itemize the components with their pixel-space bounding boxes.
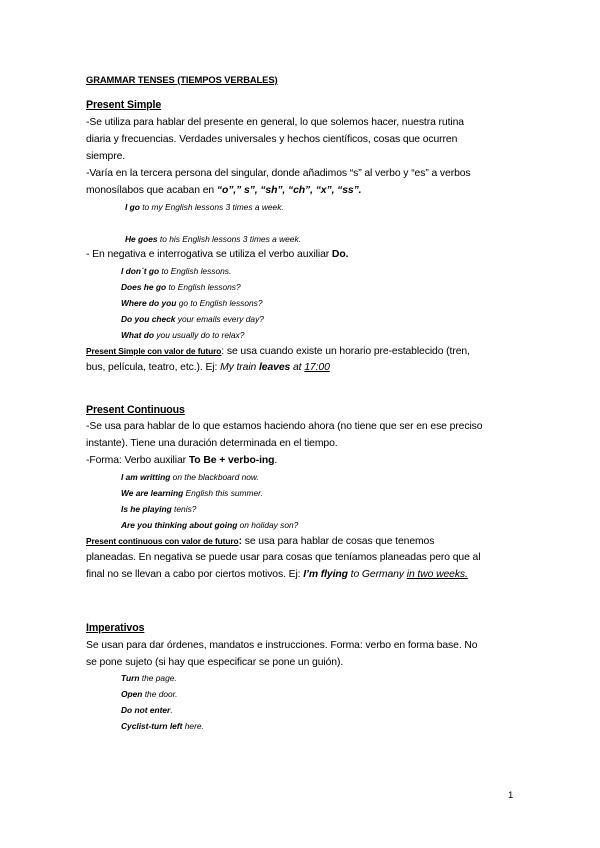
example-sentence: Open the door.: [121, 689, 178, 699]
example-sentence: I go to my English lessons 3 times a week.: [125, 202, 284, 212]
example-sentence: I am writting on the blackboard now.: [121, 472, 259, 482]
paragraph-line: instante). Tiene una duración determinada en el tiempo.: [86, 438, 338, 449]
section-heading-imperativos: Imperativos: [86, 622, 145, 634]
example-sentence: I don´t go to English lessons.: [121, 266, 232, 276]
example-sentence: Do not enter.: [121, 705, 173, 715]
example-sentence: What do you usually do to relax?: [121, 330, 245, 340]
paragraph-line: siempre.: [86, 151, 126, 162]
paragraph-line: diaria y frecuencias. Verdades universales y hechos científicos, cosas que ocurren: [86, 134, 458, 145]
section-heading-present-continuous: Present Continuous: [86, 404, 185, 416]
paragraph-line: final no se llevan a cabo por ciertos motivos. Ej: I’m flying to Germany in two weeks.: [86, 569, 468, 580]
paragraph-line: -Se utiliza para hablar del presente en general, lo que solemos hacer, nuestra rutina: [86, 117, 464, 128]
paragraph-line: Se usan para dar órdenes, mandatos e instrucciones. Forma: verbo en forma base. No: [86, 640, 478, 651]
example-sentence: Are you thinking about going on holiday son?: [121, 520, 299, 530]
subheading-future-continuous: Present continuous con valor de futuro: [86, 536, 239, 546]
paragraph-line: -Se usa para hablar de lo que estamos haciendo ahora (no tiene que ser en ese preciso: [86, 421, 483, 432]
paragraph-line: -Varía en la tercera persona del singular, donde añadimos “s” al verbo y “es” a verbos: [86, 168, 471, 179]
paragraph-line: -Forma: Verbo auxiliar To Be + verbo-ing.: [86, 455, 278, 466]
example-sentence: He goes to his English lessons 3 times a week.: [125, 234, 301, 244]
example-sentence: Is he playing tenis?: [121, 504, 197, 514]
example-sentence: We are learning English this summer.: [121, 488, 263, 498]
paragraph-line: bus, película, teatro, etc.). Ej: My train leaves at 17:00: [86, 362, 330, 373]
paragraph-line: - En negativa e interrogativa se utiliza el verbo auxiliar Do.: [86, 249, 349, 260]
paragraph-line: Present Simple con valor de futuro: se usa cuando existe un horario pre-establecido (tren,: [86, 346, 470, 357]
section-heading-present-simple: Present Simple: [86, 99, 162, 111]
example-sentence: Turn the page.: [121, 673, 177, 683]
paragraph-line: monosílabos que acaban en “o”,” s”, “sh”, “ch”, “x”, “ss”.: [86, 185, 362, 196]
verb-endings: “o”,” s”, “sh”, “ch”, “x”, “ss”.: [216, 185, 362, 196]
page-number: 1: [508, 790, 514, 801]
paragraph-line: Present continuous con valor de futuro: se usa para hablar de cosas que tenemos: [86, 536, 435, 547]
paragraph-line: planeadas. En negativa se puede usar para cosas que teníamos planeadas pero que al: [86, 552, 481, 563]
document-title: GRAMMAR TENSES (TIEMPOS VERBALES): [86, 74, 278, 85]
example-sentence: Do you check your emails every day?: [121, 314, 264, 324]
example-sentence: Does he go to English lessons?: [121, 282, 241, 292]
subheading-future-simple: Present Simple con valor de futuro: [86, 346, 222, 356]
paragraph-line: se pone sujeto (si hay que especificar se pone un guión).: [86, 657, 344, 668]
example-sentence: Cyclist-turn left here.: [121, 721, 204, 731]
example-sentence: Where do you go to English lessons?: [121, 298, 263, 308]
